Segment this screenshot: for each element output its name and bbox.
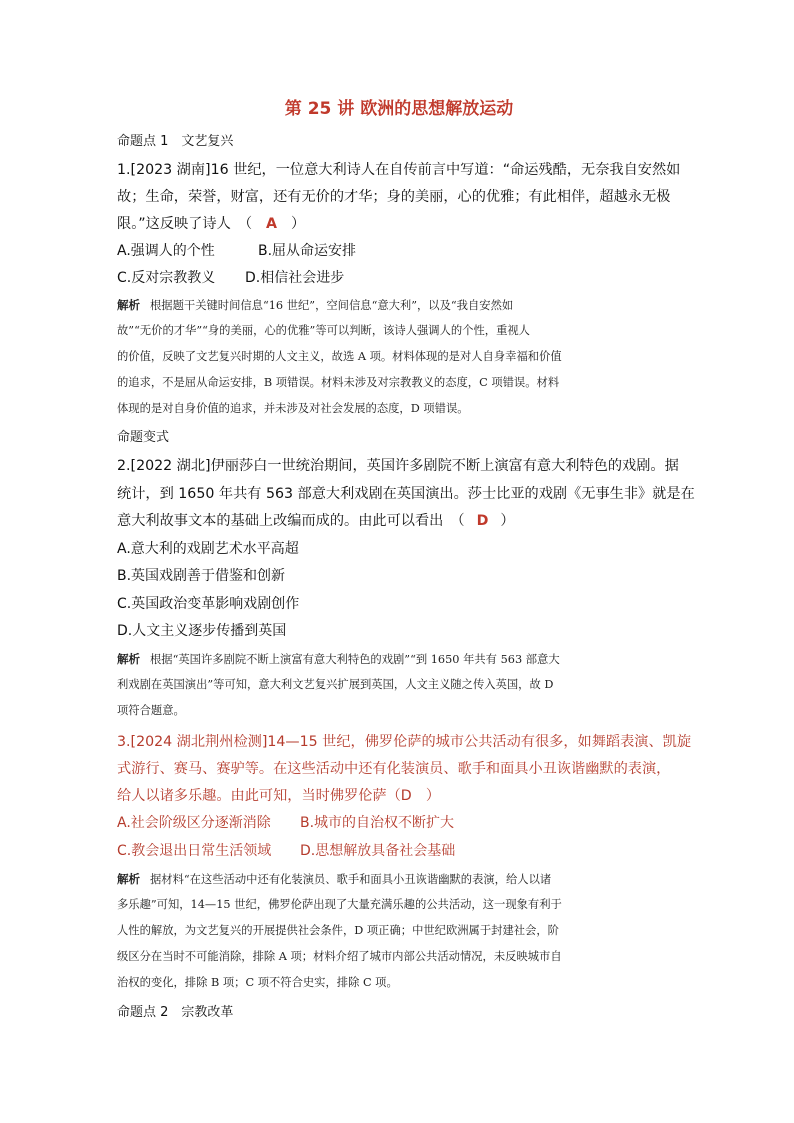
page-title: 第 25 讲 欧洲的思想解放运动 — [284, 99, 514, 119]
q1-option-b: B.屈从命运安排 — [258, 243, 357, 259]
q1-explanation-line-3: 的价值，反映了文艺复兴时期的人文主义，故选 A 项。材料体现的是对人自身幸福和价值 — [117, 350, 562, 363]
q1-explanation-line-2: 故”“无价的才华”“身的美丽，心的优雅”等可以判断，该诗人强调人的个性，重视人 — [117, 324, 530, 337]
q3-explanation-line-4: 级区分在当时不可能消除，排除 A 项；材料介绍了城市内部公共活动情况，未反映城市自 — [117, 950, 562, 963]
q2-option-a: A.意大利的戏剧艺术水平高超 — [117, 541, 299, 557]
explanation-label: 解析 — [117, 298, 140, 312]
q1-explanation-line-4: 的追求，不是屈从命运安排，B 项错误。材料未涉及对宗教教义的态度，C 项错误。材料 — [117, 376, 560, 389]
q1-option-d: D.相信社会进步 — [245, 270, 345, 286]
q1-explanation-line-5: 体现的是对自身价值的追求，并未涉及对社会发展的态度，D 项错误。 — [117, 402, 469, 415]
q2-explanation-line-2: 利戏剧在英国演出”等可知，意大利文艺复兴扩展到英国，人文主义随之传入英国，故 D — [117, 678, 554, 691]
q2-explanation-line-3: 项符合题意。 — [117, 704, 185, 717]
q1-line-2: 故；生命，荣誉，财富，还有无价的才华；身的美丽，心的优雅；有此相伴，超越永无极 — [117, 189, 671, 205]
q2-line-2: 统计，到 1650 年共有 563 部意大利戏剧在英国演出。莎士比亚的戏剧《无事生非》就是在 — [117, 486, 695, 502]
q2-option-b: B.英国戏剧善于借鉴和创新 — [117, 568, 286, 584]
section-heading-reformation: 命题点 2 宗教改革 — [117, 1005, 234, 1020]
explanation-label: 解析 — [117, 652, 140, 666]
q2-stem-end: 意大利故事文本的基础上改编而成的。由此可以看出 （ — [117, 513, 465, 529]
section-heading-renaissance: 命题点 1 文艺复兴 — [117, 134, 234, 149]
q3-option-d: D.思想解放具备社会基础 — [300, 843, 456, 859]
q1-line-3 — [117, 214, 305, 234]
q3-option-a: A.社会阶级区分逐渐消除 — [117, 815, 271, 831]
q1-option-c: C.反对宗教教义 — [117, 270, 216, 286]
q1-bracket-close: ） — [291, 216, 306, 232]
q1-stem-end: 限。”这反映了诗人 （ — [117, 216, 253, 232]
q2-option-c: C.英国政治变革影响戏剧创作 — [117, 596, 300, 612]
q3-explanation-line-2: 多乐趣”可知，14—15 世纪，佛罗伦萨出现了大量充满乐趣的公共活动，这一现象有利于 — [117, 898, 562, 911]
q1-explanation-line-1: 解析 根据题干关键时间信息“16 世纪”，空间信息“意大利”，以及“我自安然如 — [117, 298, 514, 312]
q3-line-3: 给人以诸多乐趣。由此可知，当时佛罗伦萨（D ） — [117, 788, 441, 804]
q2-answer: D — [476, 513, 489, 529]
q3-line-2: 式游行、赛马、赛驴等。在这些活动中还有化装演员、歌手和面具小丑诙谐幽默的表演， — [117, 761, 671, 777]
q3-line-1: 3.[2024 湖北荆州检测]14—15 世纪，佛罗伦萨的城市公共活动有很多，如舞蹈表演、凯旋 — [117, 734, 692, 750]
q1-answer: A — [266, 216, 278, 232]
q2-bracket-close: ） — [500, 513, 515, 529]
q3-explanation-line-3: 人性的解放，为文艺复兴的开展提供社会条件，D 项正确；中世纪欧洲属于封建社会，阶 — [117, 924, 559, 937]
q3-option-b: B.城市的自治权不断扩大 — [300, 815, 455, 831]
q2-line-3 — [117, 511, 515, 531]
q3-explanation-line-1: 解析 据材料“在这些活动中还有化装演员、歌手和面具小丑诙谐幽默的表演，给人以诸 — [117, 872, 552, 886]
q3-explanation-line-5: 治权的变化，排除 B 项；C 项不符合史实，排除 C 项。 — [117, 976, 398, 989]
explanation-label: 解析 — [117, 872, 140, 886]
q1-line-1: 1.[2023 湖南]16 世纪，一位意大利诗人在自传前言中写道：“命运残酷，无奈我自安然如 — [117, 162, 681, 178]
q1-option-a: A.强调人的个性 — [117, 243, 215, 259]
q2-line-1: 2.[2022 湖北]伊丽莎白一世统治期间，英国许多剧院不断上演富有意大利特色的戏剧。据 — [117, 458, 679, 474]
q2-option-d: D.人文主义逐步传播到英国 — [117, 623, 287, 639]
q2-explanation-line-1: 解析 根据“英国许多剧院不断上演富有意大利特色的戏剧”“到 1650 年共有 563 部意大 — [117, 652, 560, 666]
q3-option-c: C.教会退出日常生活领域 — [117, 843, 272, 859]
section-heading-variant: 命题变式 — [117, 430, 170, 445]
